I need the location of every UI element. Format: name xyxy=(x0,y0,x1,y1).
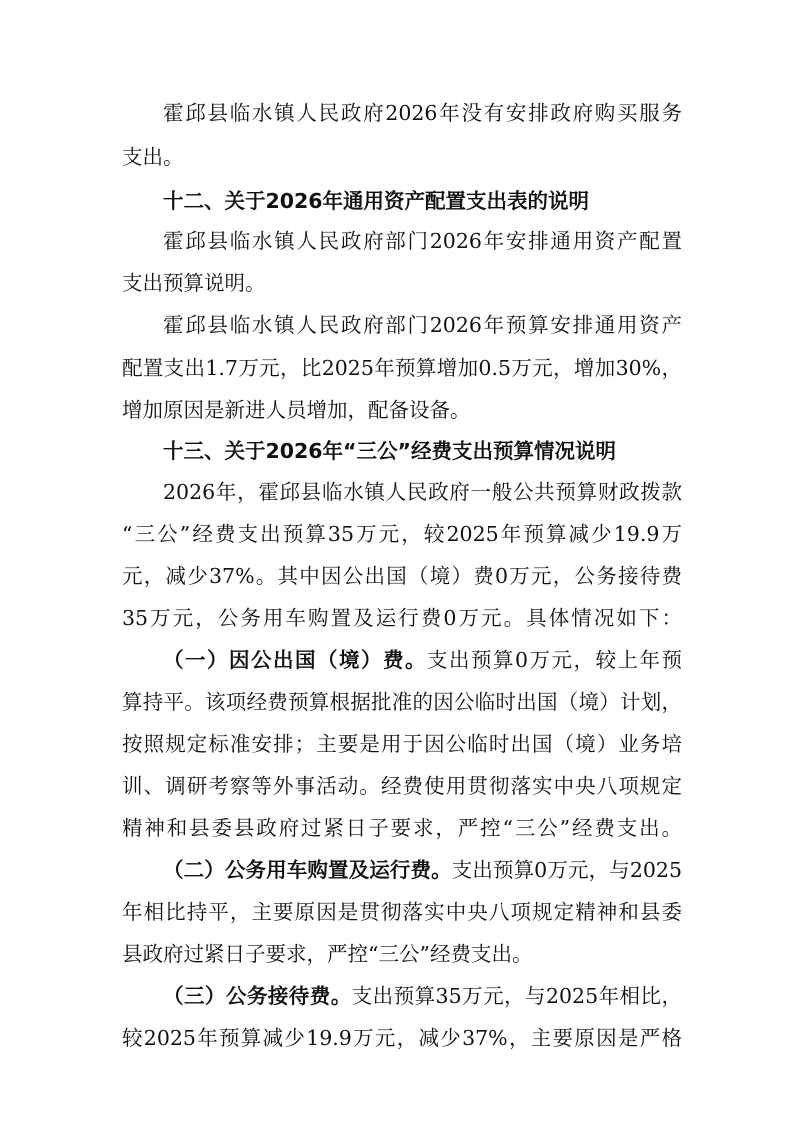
item-2-line-1 xyxy=(163,852,682,888)
section-13-intro-line-4: 35万元，公务用车购置及运行费0万元。具体情况如下： xyxy=(122,606,682,630)
item-2-line-3: 县政府过紧日子要求，严控“三公”经费支出。 xyxy=(122,942,533,966)
section-12-heading: 十二、关于2026年通用资产配置支出表的说明 xyxy=(163,189,590,213)
item-3-line-2: 较2025年预算减少19.9万元，减少37%，主要原因是严格 xyxy=(122,1026,682,1050)
item-3-label: （三）公务接待费。 xyxy=(163,984,352,1008)
section-13-heading: 十三、关于2026年“三公”经费支出预算情况说明 xyxy=(163,439,617,463)
section-13-intro-line-3: 元，减少37%。其中因公出国（境）费0万元，公务接待费 xyxy=(122,564,682,588)
item-3-line-1 xyxy=(163,978,682,1014)
purchase-service-line-1: 霍邱县临水镇人民政府2026年没有安排政府购买服务 xyxy=(163,101,682,125)
item-1-line-4: 训、调研考察等外事活动。经费使用贯彻落实中央八项规定 xyxy=(122,774,682,798)
item-2-line-2: 年相比持平，主要原因是贯彻落实中央八项规定精神和县委 xyxy=(122,900,682,924)
item-1-line-5: 精神和县委县政府过紧日子要求，严控“三公”经费支出。 xyxy=(122,816,682,840)
item-1-line-2: 算持平。该项经费预算根据批准的因公临时出国（境）计划， xyxy=(122,690,682,714)
item-1-line-1 xyxy=(163,642,682,678)
item-1-label: （一）因公出国（境）费。 xyxy=(163,648,427,672)
item-2-label: （二）公务用车购置及运行费。 xyxy=(163,858,452,882)
section-13-intro-line-2: “三公”经费支出预算35万元，较2025年预算减少19.9万 xyxy=(122,522,682,546)
purchase-service-line-2: 支出。 xyxy=(122,145,184,169)
section-13-intro-line-1: 2026年，霍邱县临水镇人民政府一般公共预算财政拨款 xyxy=(163,480,682,504)
section-12-para2-line-1: 霍邱县临水镇人民政府部门2026年预算安排通用资产 xyxy=(163,313,682,337)
section-12-para2-line-3: 增加原因是新进人员增加，配备设备。 xyxy=(122,398,471,422)
section-12-para1-line-2: 支出预算说明。 xyxy=(122,271,266,295)
item-1-line-3: 按照规定标准安排；主要是用于因公临时出国（境）业务培 xyxy=(122,732,682,756)
item-3-line-1-text: 支出预算35万元，与2025年相比， xyxy=(351,984,682,1008)
item-1-line-1-text: 支出预算0万元，较上年预 xyxy=(426,648,682,672)
item-2-line-1-text: 支出预算0万元，与2025 xyxy=(451,858,682,882)
section-12-para1-line-1: 霍邱县临水镇人民政府部门2026年安排通用资产配置 xyxy=(163,229,682,253)
section-12-para2-line-2: 配置支出1.7万元，比2025年预算增加0.5万元，增加30%， xyxy=(122,356,682,380)
